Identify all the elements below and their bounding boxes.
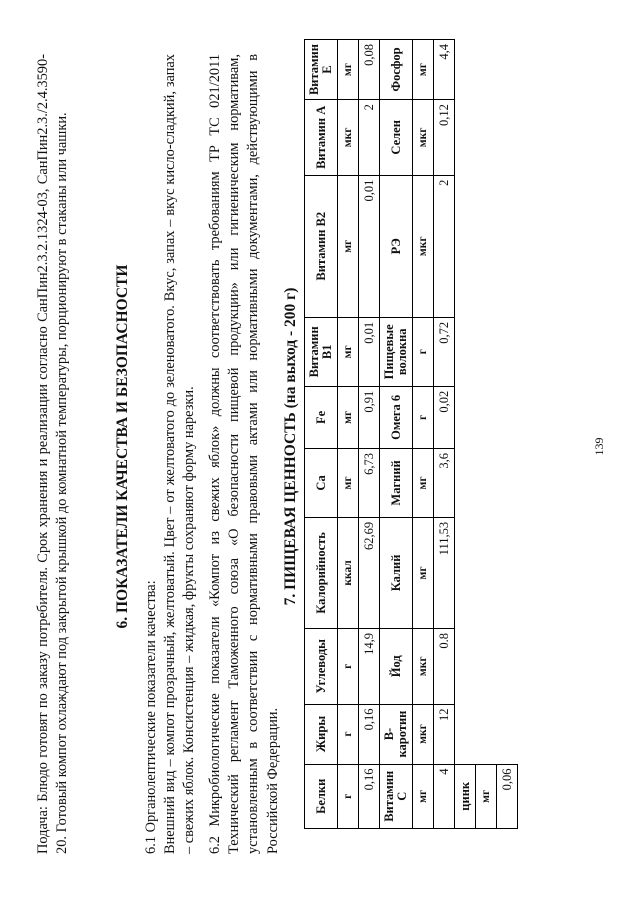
value-cell: 12 — [434, 704, 455, 764]
unit-cell: мг — [338, 40, 359, 100]
value-cell: 0,01 — [359, 175, 380, 317]
empty-cell — [476, 628, 497, 704]
unit-cell: мкг — [413, 704, 434, 764]
unit-cell: мг — [476, 764, 497, 828]
empty-cell — [497, 175, 518, 317]
nutrient-header: Магний — [380, 448, 413, 517]
nutrient-header: Fe — [305, 386, 338, 448]
value-cell: 6,73 — [359, 448, 380, 517]
nutrient-header: Калий — [380, 517, 413, 628]
empty-cell — [455, 175, 476, 317]
empty-cell — [497, 448, 518, 517]
nutrient-header: Пищевые волокна — [380, 317, 413, 386]
value-cell: 0.8 — [434, 628, 455, 704]
value-cell: 0,72 — [434, 317, 455, 386]
nutrient-header: Ca — [305, 448, 338, 517]
unit-cell: мг — [338, 448, 359, 517]
empty-cell — [455, 40, 476, 100]
document-page — [34, 39, 634, 854]
value-cell: 0,91 — [359, 386, 380, 448]
organoleptic-paragraph — [142, 54, 200, 854]
unit-cell: г — [413, 386, 434, 448]
empty-cell — [497, 317, 518, 386]
unit-cell: мкг — [413, 100, 434, 176]
value-cell: 0,02 — [434, 386, 455, 448]
nutrient-header: Витамин B2 — [305, 175, 338, 317]
empty-cell — [497, 100, 518, 176]
table-row — [455, 40, 476, 829]
unit-cell: ккал — [338, 517, 359, 628]
empty-cell — [476, 517, 497, 628]
unit-cell: мг — [413, 448, 434, 517]
unit-cell: мг — [338, 317, 359, 386]
nutrient-header: Углеводы — [305, 628, 338, 704]
nutrition-table — [304, 39, 518, 829]
organoleptic-heading: 6.1 Органолептические показатели качества: — [143, 580, 159, 854]
value-cell: 14,9 — [359, 628, 380, 704]
unit-cell: г — [338, 764, 359, 828]
unit-cell: г — [338, 628, 359, 704]
empty-cell — [497, 386, 518, 448]
nutrient-header: РЭ — [380, 175, 413, 317]
table-row — [359, 40, 380, 829]
table-row — [434, 40, 455, 829]
empty-cell — [497, 40, 518, 100]
nutrient-header: B-каротин — [380, 704, 413, 764]
page-number: 139 — [592, 437, 606, 456]
value-cell: 0,08 — [359, 40, 380, 100]
table-row — [305, 40, 338, 829]
empty-cell — [476, 40, 497, 100]
nutrient-header: Белки — [305, 764, 338, 828]
microbiology-paragraph: 6.2 Микробиологические показатели «Компот из свежих яблок» должны соответствовать требованиям ТР ТС 021/2011 Технический регламент Таможенного союза «О безопасности пищевой продукции» или гигиеническим нормативам, установленным в соответствии с нормативными правовыми актами или нормативными документами, действующими в Российской Федерации. — [207, 54, 281, 854]
nutrient-header: Фосфор — [380, 40, 413, 100]
value-cell: 0,16 — [359, 704, 380, 764]
section-6-title: 6. ПОКАЗАТЕЛИ КАЧЕСТВА И БЕЗОПАСНОСТИ — [114, 264, 131, 629]
table-row — [413, 40, 434, 829]
value-cell: 4 — [434, 764, 455, 828]
value-cell: 0,12 — [434, 100, 455, 176]
nutrient-header: Витамин E — [305, 40, 338, 100]
empty-cell — [455, 704, 476, 764]
unit-cell: мг — [413, 764, 434, 828]
section-7-title: 7. ПИЩЕВАЯ ЦЕННОСТЬ (на выход - 200 г) — [282, 287, 299, 606]
nutrient-header: Витамин A — [305, 100, 338, 176]
unit-cell: мг — [413, 40, 434, 100]
table-row — [338, 40, 359, 829]
empty-cell — [455, 448, 476, 517]
value-cell: 0,16 — [359, 764, 380, 828]
value-cell: 4,4 — [434, 40, 455, 100]
empty-cell — [476, 317, 497, 386]
empty-cell — [476, 704, 497, 764]
value-cell: 62,69 — [359, 517, 380, 628]
empty-cell — [497, 517, 518, 628]
value-cell: 3,6 — [434, 448, 455, 517]
value-cell: 111,53 — [434, 517, 455, 628]
table-row — [497, 40, 518, 829]
unit-cell: мг — [338, 175, 359, 317]
nutrient-header: Селен — [380, 100, 413, 176]
empty-cell — [455, 628, 476, 704]
nutrient-header: цинк — [455, 764, 476, 828]
empty-cell — [455, 517, 476, 628]
unit-cell: мкг — [413, 175, 434, 317]
organoleptic-body: Внешний вид – компот прозрачный, желтоватый. Цвет – от желтоватого до зеленоватого. Вкус, запах – вкус кисло-сладкий, запах – свежих яблок. Консистенция – жидкая, фрукты сохраняют форму нарезки. — [162, 54, 198, 854]
table-row — [380, 40, 413, 829]
unit-cell: г — [413, 317, 434, 386]
value-cell: 0,01 — [359, 317, 380, 386]
value-cell: 2 — [359, 100, 380, 176]
unit-cell: мкг — [338, 100, 359, 176]
table-row — [476, 40, 497, 829]
nutrient-header: Калорийность — [305, 517, 338, 628]
nutrient-header: Йод — [380, 628, 413, 704]
unit-cell: г — [338, 704, 359, 764]
empty-cell — [497, 628, 518, 704]
value-cell: 0,06 — [497, 764, 518, 828]
empty-cell — [476, 100, 497, 176]
value-cell: 2 — [434, 175, 455, 317]
empty-cell — [476, 448, 497, 517]
empty-cell — [455, 317, 476, 386]
empty-cell — [476, 175, 497, 317]
unit-cell: мкг — [413, 628, 434, 704]
unit-cell: мг — [413, 517, 434, 628]
empty-cell — [497, 704, 518, 764]
serving-paragraph: Подача: Блюдо готовят по заказу потребителя. Срок хранения и реализации согласно СанПин2.3.2.1324-03, СанПин2.3./2.4.3590-20. Готовый компот охлаждают под закрытой крышкой до комнатной температуры, порционируют в стаканы или чашки. — [35, 54, 71, 854]
nutrient-header: Жиры — [305, 704, 338, 764]
nutrient-header: Омега 6 — [380, 386, 413, 448]
nutrient-header: Витамин B1 — [305, 317, 338, 386]
empty-cell — [455, 100, 476, 176]
unit-cell: мг — [338, 386, 359, 448]
nutrient-header: Витамин C — [380, 764, 413, 828]
empty-cell — [476, 386, 497, 448]
empty-cell — [455, 386, 476, 448]
